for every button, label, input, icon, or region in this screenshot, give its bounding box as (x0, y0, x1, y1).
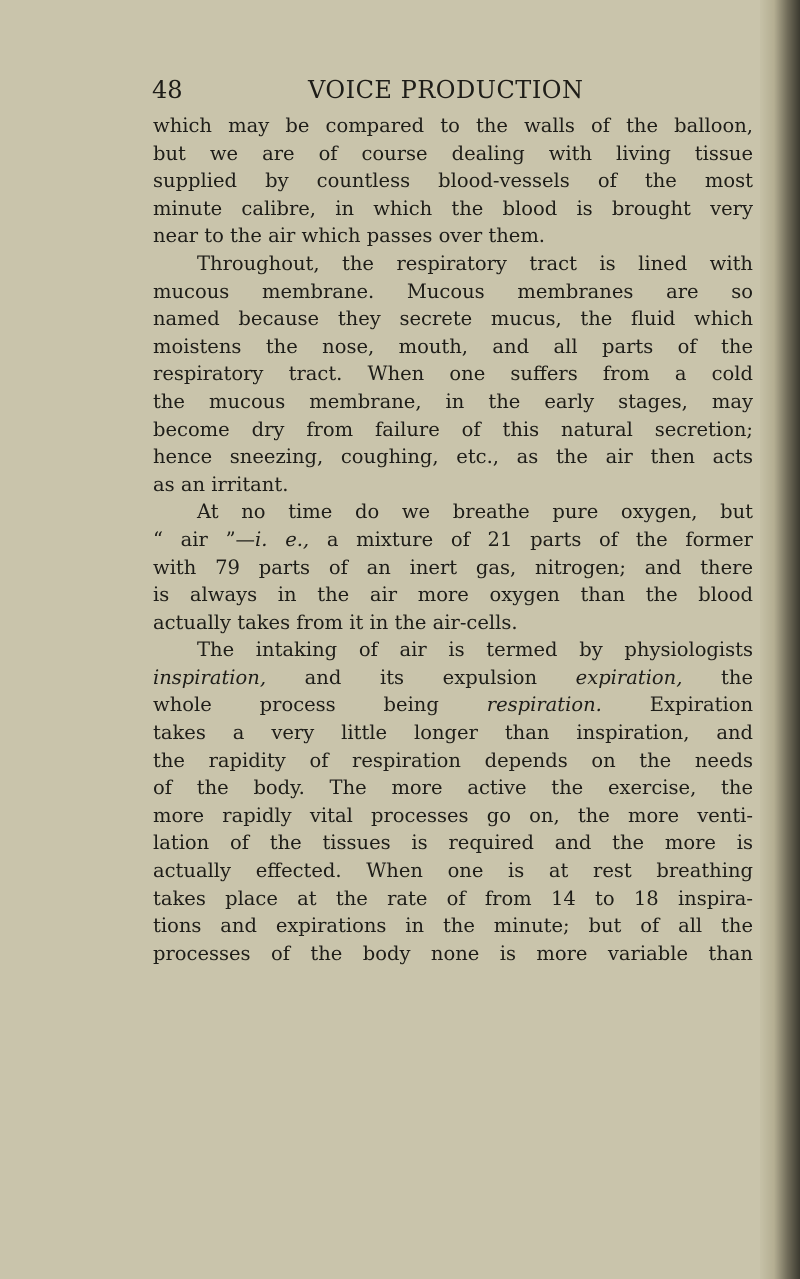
text-line: lation of the tissues is required and the more is (153, 831, 753, 855)
text-line: takes a very little longer than inspiration, and (153, 721, 753, 745)
text-line: actually effected. When one is at rest breathing (153, 859, 753, 883)
text-line: become dry from failure of this natural secretion; (153, 417, 753, 441)
text-line: moistens the nose, mouth, and all parts of the (153, 334, 753, 358)
text-line: but we are of course dealing with living tissue (153, 141, 753, 165)
text-fragment: a mixture of 21 parts of the former (309, 527, 753, 551)
text-fragment: and its expulsion (266, 665, 576, 689)
text-line: as an irritant. (153, 472, 289, 496)
running-head (0, 76, 760, 116)
text-line: supplied by countless blood-vessels of the most (153, 169, 753, 193)
text-line (153, 691, 753, 719)
text-fragment: Expiration (601, 693, 754, 717)
term-respiration: respiration. (486, 693, 602, 717)
text-line: which may be compared to the walls of the balloon, (153, 114, 753, 137)
text-line: hence sneezing, coughing, etc., as the air then acts (153, 445, 753, 469)
text-line: of the body. The more active the exercise, the (153, 776, 753, 800)
text-line: with 79 parts of an inert gas, nitrogen; and there (153, 555, 753, 579)
text-line (153, 526, 753, 554)
term-expiration: expiration, (575, 665, 683, 689)
text-line: takes place at the rate of from 14 to 18 inspira- (153, 886, 753, 910)
text-line: the rapidity of respiration depends on the needs (153, 748, 753, 772)
text-line: At no time do we breathe pure oxygen, but (197, 500, 753, 524)
text-line: the mucous membrane, in the early stages, may (153, 389, 753, 413)
quoted-air: “ air ”— (153, 527, 256, 551)
text-fragment: whole process being (153, 693, 439, 717)
text-line: more rapidly vital processes go on, the more venti- (153, 803, 753, 827)
page-binding-edge (760, 0, 800, 1279)
ie-abbreviation: i. e., (255, 527, 310, 551)
text-line: Throughout, the respiratory tract is lined with (197, 251, 753, 275)
text-line: mucous membrane. Mucous membranes are so (153, 279, 753, 303)
text-line: respiratory tract. When one suffers from a cold (153, 362, 753, 386)
text-line: named because they secrete mucus, the fluid which (153, 307, 753, 331)
text-line: is always in the air more oxygen than the blood (153, 583, 753, 607)
text-line: actually takes from it in the air-cells. (153, 610, 518, 634)
text-fragment: the (682, 665, 753, 689)
term-inspiration: inspiration, (153, 665, 267, 689)
text-line: minute calibre, in which the blood is brought very (153, 196, 753, 220)
text-line: processes of the body none is more variable than (153, 941, 753, 965)
page-number: 48 (152, 76, 183, 104)
text-line: near to the air which passes over them. (153, 224, 546, 248)
text-line: The intaking of air is termed by physiologists (197, 638, 753, 662)
text-line (153, 664, 753, 692)
text-line: tions and expirations in the minute; but of all the (153, 914, 753, 938)
running-title: VOICE PRODUCTION (308, 76, 584, 104)
body-text (153, 112, 753, 967)
